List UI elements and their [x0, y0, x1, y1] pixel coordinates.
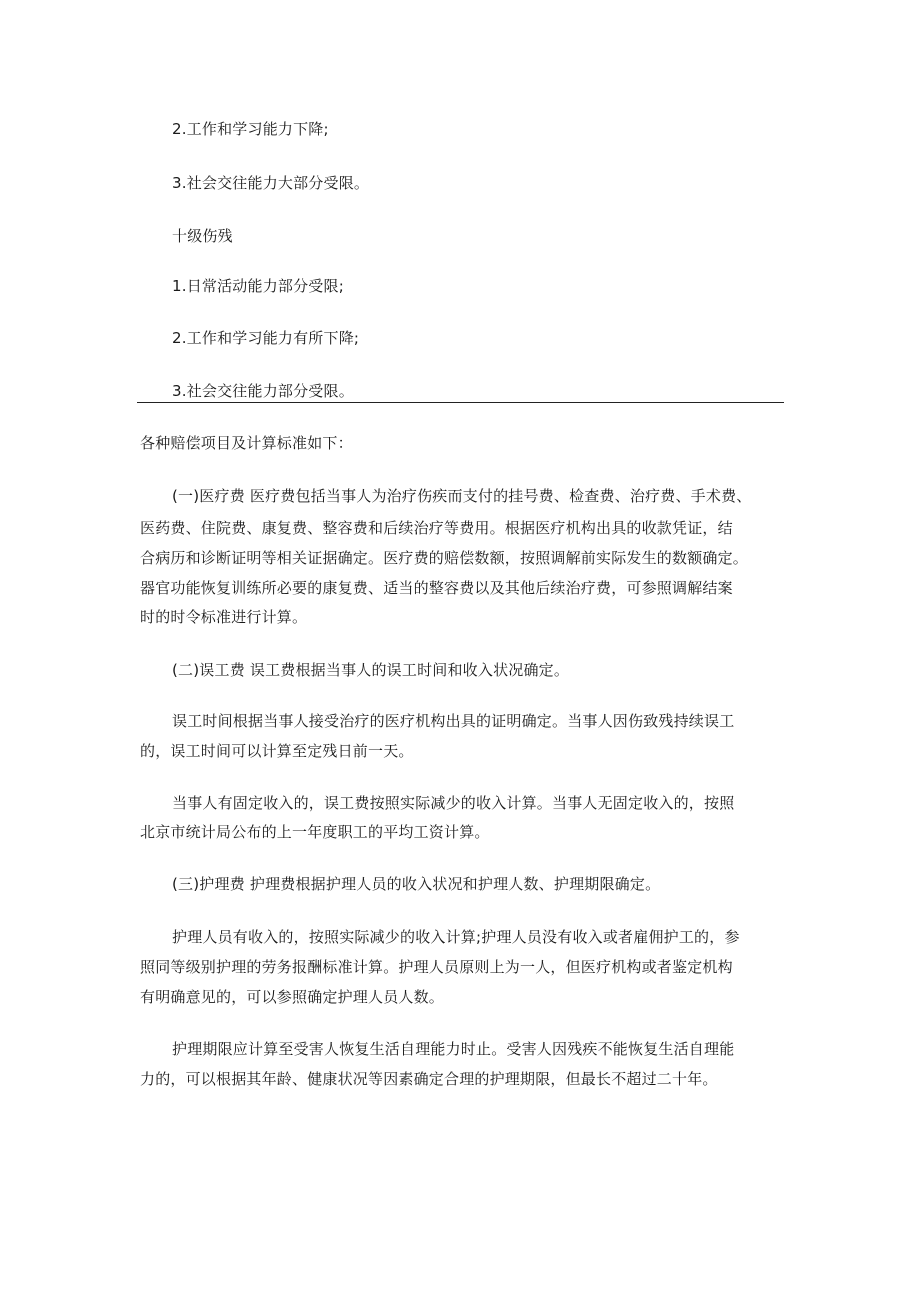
paragraph-line: (三)护理费 护理费根据护理人员的收入状况和护理人数、护理期限确定。	[172, 875, 661, 893]
paragraph-line: 护理期限应计算至受害人恢复生活自理能力时止。受害人因残疾不能恢复生活自理能	[172, 1040, 735, 1058]
paragraph-line: 护理人员有收入的，按照实际减少的收入计算;护理人员没有收入或者雇佣护工的，参	[172, 928, 740, 946]
paragraph-line: 时的时令标准进行计算。	[140, 608, 308, 626]
compensation-intro: 各种赔偿项目及计算标准如下：	[140, 434, 353, 452]
paragraph-line: 北京市统计局公布的上一年度职工的平均工资计算。	[140, 823, 490, 841]
list-item: 1.日常活动能力部分受限;	[172, 277, 344, 295]
paragraph-line: 力的，可以根据其年龄、健康状况等因素确定合理的护理期限，但最长不超过二十年。	[140, 1070, 718, 1088]
paragraph-line: (一)医疗费 医疗费包括当事人为治疗伤疾而支付的挂号费、检查费、治疗费、手术费、	[172, 487, 752, 505]
paragraph-line: 照同等级别护理的劳务报酬标准计算。护理人员原则上为一人，但医疗机构或者鉴定机构	[140, 958, 733, 976]
list-item: 2.工作和学习能力有所下降;	[172, 329, 360, 347]
paragraph-line: 器官功能恢复训练所必要的康复费、适当的整容费以及其他后续治疗费，可参照调解结案	[140, 579, 733, 597]
paragraph-line: (二)误工费 误工费根据当事人的误工时间和收入状况确定。	[172, 661, 570, 679]
paragraph-line: 合病历和诊断证明等相关证据确定。医疗费的赔偿数额，按照调解前实际发生的数额确定。	[140, 549, 749, 567]
paragraph-line: 误工时间根据当事人接受治疗的医疗机构出具的证明确定。当事人因伤致残持续误工	[172, 712, 735, 730]
paragraph-line: 的，误工时间可以计算至定残日前一天。	[140, 742, 414, 760]
list-item: 3.社会交往能力大部分受限。	[172, 174, 370, 192]
list-item: 3.社会交往能力部分受限。	[172, 382, 354, 400]
paragraph-line: 医药费、住院费、康复费、整容费和后续治疗等费用。根据医疗机构出具的收款凭证，结	[140, 519, 733, 537]
horizontal-divider	[137, 402, 784, 403]
paragraph-line: 有明确意见的，可以参照确定护理人员人数。	[140, 988, 445, 1006]
paragraph-line: 当事人有固定收入的，误工费按照实际减少的收入计算。当事人无固定收入的，按照	[172, 794, 735, 812]
list-item: 2.工作和学习能力下降;	[172, 120, 329, 138]
section-heading: 十级伤残	[172, 227, 233, 245]
